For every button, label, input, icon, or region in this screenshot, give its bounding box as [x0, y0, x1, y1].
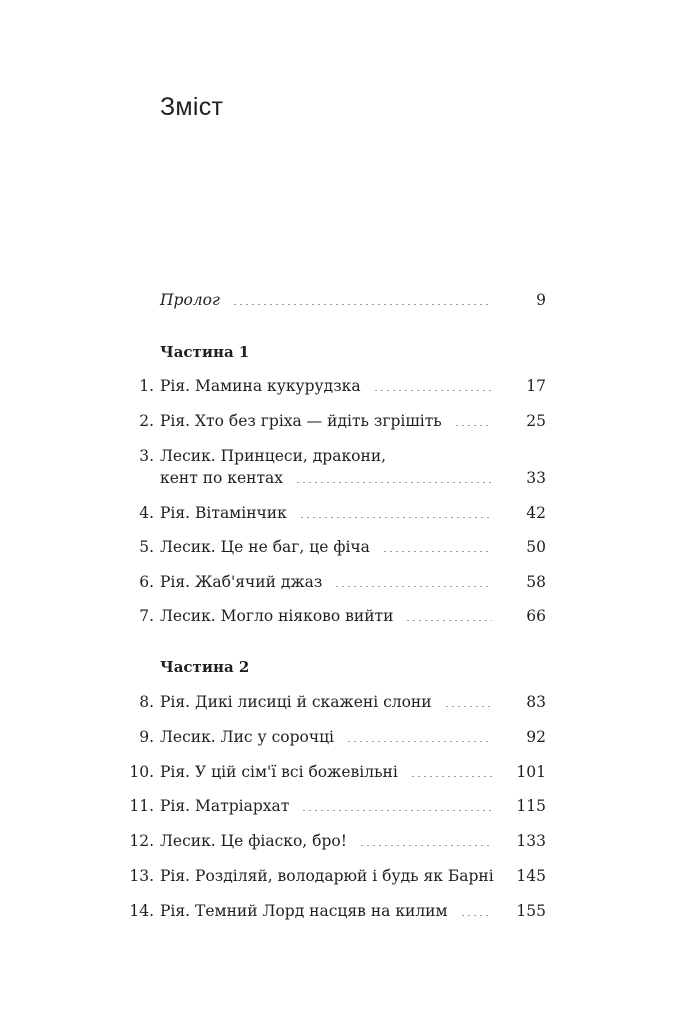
toc-entry-label: Лесик. Це фіаско, бро! [160, 832, 347, 850]
toc-page-number: 155 [516, 902, 546, 920]
toc-page-number: 58 [526, 573, 546, 591]
dot-leader [295, 482, 492, 483]
toc-entry-label: Пролог [160, 291, 220, 309]
toc-chapter-number: 11. [129, 797, 154, 815]
toc-entry-label: Рія. Хто без гріха — йдіть згрішіть [160, 412, 442, 430]
dot-leader [359, 845, 492, 846]
toc-page-number: 33 [526, 469, 546, 487]
toc-entry-label: Рія. Вітамінчик [160, 504, 287, 522]
toc-page-number: 50 [526, 538, 546, 556]
toc-entry-label: Рія. Темний Лорд насцяв на килим [160, 902, 448, 920]
toc-page-number: 17 [526, 377, 546, 395]
toc-entry-label-line1: Лесик. Принцеси, дракони, [160, 447, 387, 465]
dot-leader [346, 741, 492, 742]
toc-page-number: 92 [526, 728, 546, 746]
toc-page-number: 9 [536, 291, 546, 309]
toc-chapter-number: 3. [139, 447, 154, 465]
toc-chapter-number: 1. [139, 377, 154, 395]
toc-chapter-number: 10. [129, 763, 154, 781]
dot-leader [444, 706, 492, 707]
dot-leader [410, 776, 492, 777]
toc-chapter-number: 13. [129, 867, 154, 885]
toc-chapter-number: 4. [139, 504, 154, 522]
toc-entry-label: Лесик. Могло ніяково вийти [160, 607, 394, 625]
toc-chapter-number: 2. [139, 412, 154, 430]
dot-leader [454, 425, 492, 426]
toc-page-number: 42 [526, 504, 546, 522]
toc-entry-label: Лесик. Це не баг, це фіча [160, 538, 370, 556]
toc-chapter-number: 8. [139, 693, 154, 711]
toc-entry-label: Рія. Матріархат [160, 797, 290, 815]
toc-chapter-number: 7. [139, 607, 154, 625]
toc-chapter-number: 5. [139, 538, 154, 556]
dot-leader [299, 517, 492, 518]
toc-page-number: 66 [526, 607, 546, 625]
page-title: Зміст [160, 93, 224, 121]
toc-entry-label: Рія. У цій сім'ї всі божевільні [160, 763, 398, 781]
toc-entry-label: Рія. Розділяй, володарюй і будь як Барні [160, 867, 494, 885]
toc-page-number: 83 [526, 693, 546, 711]
part-heading: Частина 1 [160, 343, 250, 361]
toc-chapter-number: 9. [139, 728, 154, 746]
toc-page-number: 101 [516, 763, 546, 781]
dot-leader [334, 586, 492, 587]
dot-leader [301, 810, 492, 811]
dot-leader [405, 620, 492, 621]
dot-leader [382, 551, 492, 552]
part-heading: Частина 2 [160, 658, 250, 676]
toc-entry-label: Лесик. Лис у сорочці [160, 728, 335, 746]
toc-page-number: 133 [516, 832, 546, 850]
dot-leader [373, 390, 492, 391]
dot-leader [232, 304, 492, 305]
toc-page-number: 25 [526, 412, 546, 430]
toc-page-number: 115 [516, 797, 546, 815]
toc-entry-label: Рія. Дикі лисиці й скажені слони [160, 693, 432, 711]
toc-chapter-number: 6. [139, 573, 154, 591]
toc-entry-label: кент по кентах [160, 469, 284, 487]
toc-chapter-number: 12. [129, 832, 154, 850]
dot-leader [460, 915, 492, 916]
toc-entry-label: Рія. Жаб'ячий джаз [160, 573, 323, 591]
toc-entry-label: Рія. Мамина кукурудзка [160, 377, 361, 395]
toc-page-number: 145 [516, 867, 546, 885]
toc-chapter-number: 14. [129, 902, 154, 920]
